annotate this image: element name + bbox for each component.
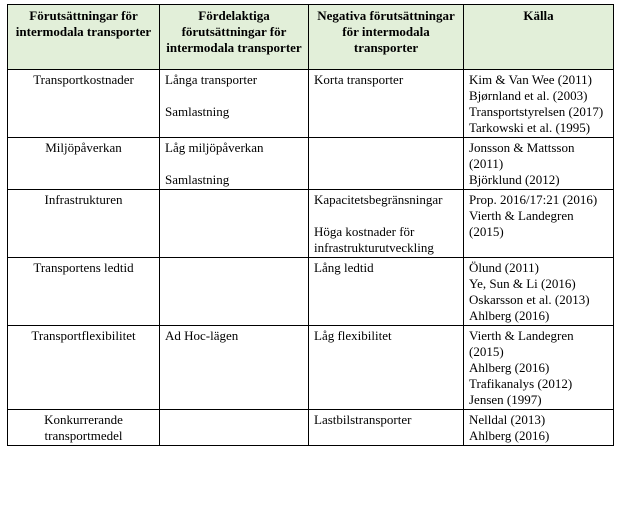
factor-text: Konkurrerande transportmedel (44, 412, 123, 443)
factor-text: Miljöpåverkan (45, 140, 122, 155)
negative-item: Lång ledtid (314, 260, 374, 275)
advantage-item: Samlastning (165, 172, 230, 187)
table-row (8, 258, 614, 326)
header-advantages: Fördelaktiga förutsättningar för intermodala transporter (160, 5, 309, 70)
factor-text: Transportens ledtid (33, 260, 134, 275)
table-row (8, 410, 614, 446)
source-item: Nelldal (2013) (469, 412, 546, 427)
table-body (8, 70, 614, 446)
header-source: Källa (464, 5, 614, 70)
table-row (8, 190, 614, 258)
negative-item: Kapacitetsbegränsningar (314, 192, 443, 207)
negatives-cell (309, 70, 464, 138)
source-item: Prop. 2016/17:21 (2016) (469, 192, 598, 207)
sources-cell (464, 190, 614, 258)
factor-text: Transportflexibilitet (31, 328, 136, 343)
sources-cell (464, 326, 614, 410)
factor-cell (8, 190, 160, 258)
factor-cell (8, 70, 160, 138)
source-item: Ye, Sun & Li (2016) (469, 276, 576, 291)
factor-text: Transportkostnader (33, 72, 134, 87)
source-item: Ahlberg (2016) (469, 360, 550, 375)
factor-text: Infrastrukturen (44, 192, 123, 207)
source-item: Ölund (2011) (469, 260, 539, 275)
negatives-cell (309, 410, 464, 446)
source-item: Bjørnland et al. (2003) (469, 88, 588, 103)
source-item: Transportstyrelsen (2017) (469, 104, 604, 119)
advantages-cell (160, 138, 309, 190)
source-item: Kim & Van Wee (2011) (469, 72, 592, 87)
source-item: Trafikanalys (2012) (469, 376, 573, 391)
negative-item: Korta transporter (314, 72, 404, 87)
advantages-cell (160, 410, 309, 446)
source-item: Björklund (2012) (469, 172, 560, 187)
sources-cell (464, 410, 614, 446)
factor-cell (8, 258, 160, 326)
advantages-cell (160, 326, 309, 410)
negatives-cell (309, 138, 464, 190)
negative-item: Höga kostnader för infrastrukturutveckling (314, 224, 434, 255)
sources-cell (464, 258, 614, 326)
table-row (8, 70, 614, 138)
negatives-cell (309, 258, 464, 326)
factor-cell (8, 326, 160, 410)
table-row (8, 138, 614, 190)
source-item: Oskarsson et al. (2013) (469, 292, 590, 307)
sources-cell (464, 138, 614, 190)
advantages-cell (160, 190, 309, 258)
advantage-item: Samlastning (165, 104, 230, 119)
factor-cell (8, 138, 160, 190)
sources-cell (464, 70, 614, 138)
advantage-item: Långa transporter (165, 72, 258, 87)
negative-item: Lastbilstransporter (314, 412, 412, 427)
source-item: Jensen (1997) (469, 392, 542, 407)
source-item: Tarkowski et al. (1995) (469, 120, 591, 135)
header-conditions: Förutsättningar för intermodala transporter (8, 5, 160, 70)
negatives-cell (309, 326, 464, 410)
source-item: Ahlberg (2016) (469, 428, 550, 443)
source-item: Vierth & Landegren (2015) (469, 208, 574, 239)
advantages-cell (160, 70, 309, 138)
source-item: Ahlberg (2016) (469, 308, 550, 323)
factor-cell (8, 410, 160, 446)
negatives-cell (309, 190, 464, 258)
advantage-item: Låg miljöpåverkan (165, 140, 264, 155)
conditions-table (7, 4, 614, 446)
negative-item: Låg flexibilitet (314, 328, 392, 343)
table-header (8, 5, 614, 70)
table-row (8, 326, 614, 410)
source-item: Jonsson & Mattsson (2011) (469, 140, 575, 171)
advantages-cell (160, 258, 309, 326)
header-negatives: Negativa förutsättningar för intermodala transporter (309, 5, 464, 70)
source-item: Vierth & Landegren (2015) (469, 328, 574, 359)
advantage-item: Ad Hoc-lägen (165, 328, 239, 343)
header-row (8, 5, 614, 70)
